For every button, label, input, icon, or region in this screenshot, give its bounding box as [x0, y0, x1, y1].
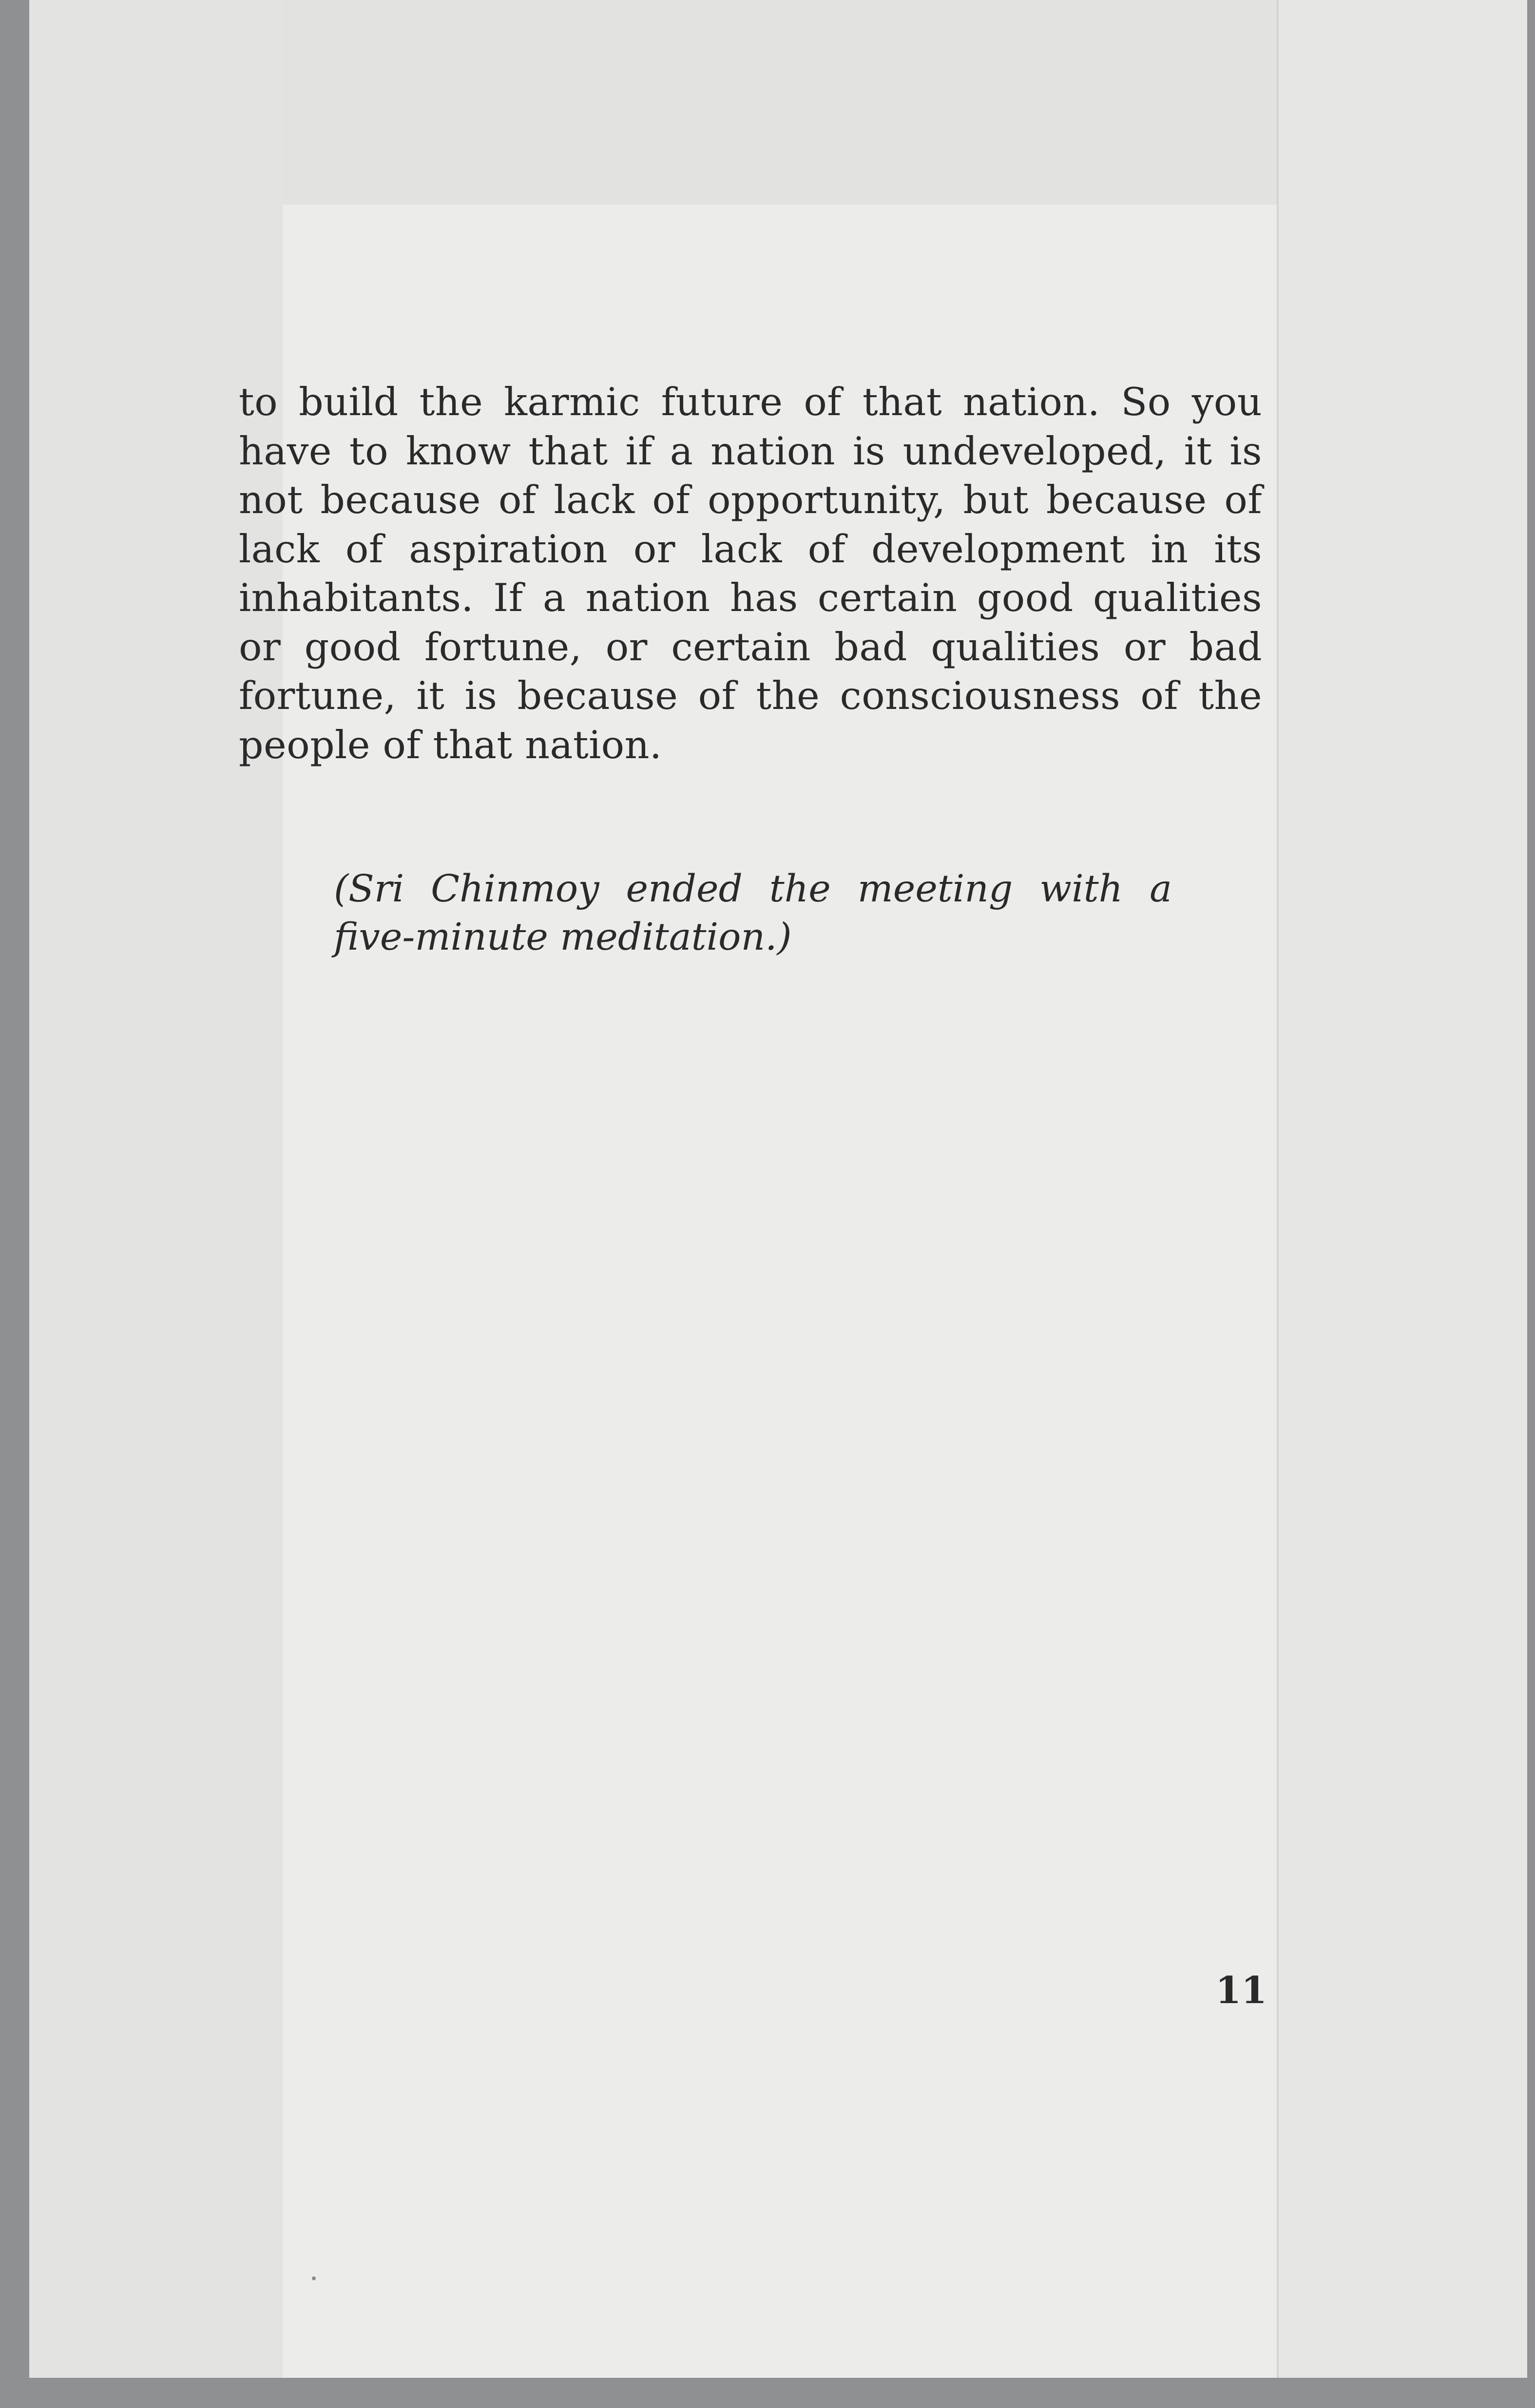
body-paragraph: to build the karmic future of that nation. So you have to know that if a nation is undeveloped, it is not because of lack of opportunity, but because of lack of aspiration or lack of development in its inhabitants. If a nation has certain good qualities or good fortune, or certain bad qualities or bad fortune, it is because of the consciousness of the people of that nation. — [239, 380, 1262, 767]
dust-speck — [312, 2276, 316, 2280]
page-number: 11 — [1215, 1968, 1267, 2012]
paper-shadow-right — [1277, 0, 1527, 2378]
main-text-block — [239, 378, 1262, 769]
paper-shadow-left — [29, 0, 283, 2378]
paper-sheet — [29, 0, 1525, 2378]
closing-note: (Sri Chinmoy ended the meeting with a five-minute meditation.) — [334, 867, 1172, 959]
